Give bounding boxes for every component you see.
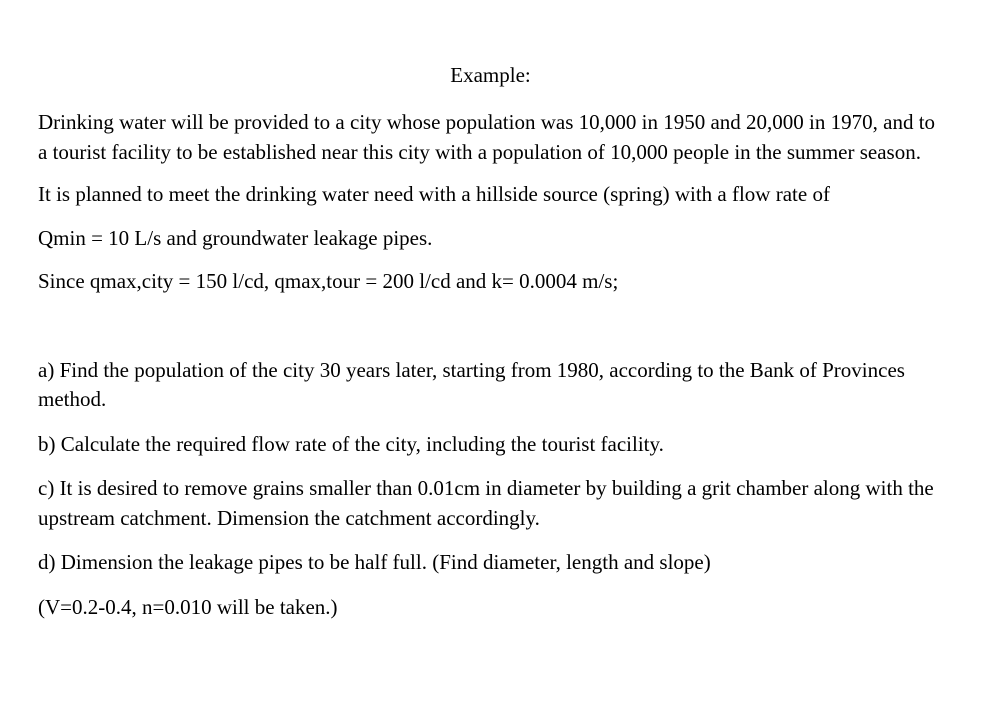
question-d: d) Dimension the leakage pipes to be half full. (Find diameter, length and slope) bbox=[38, 550, 711, 574]
given-values-paragraph: Since qmax,city = 150 l/cd, qmax,tour = 200 l/cd and k= 0.0004 m/s; bbox=[38, 269, 619, 293]
example-title: Example: bbox=[450, 63, 531, 87]
assumption-note: (V=0.2-0.4, n=0.010 will be taken.) bbox=[38, 594, 338, 619]
question-a: a) Find the population of the city 30 years later, starting from 1980, according to the Bank of Provinces method. bbox=[38, 357, 905, 411]
source-paragraph: It is planned to meet the drinking water need with a hillside source (spring) with a flow rate of bbox=[38, 182, 830, 206]
question-b: b) Calculate the required flow rate of the city, including the tourist facility. bbox=[38, 431, 664, 456]
document-page bbox=[38, 60, 943, 622]
question-c: c) It is desired to remove grains smaller than 0.01cm in diameter by building a grit chamber along with the upstream catchment. Dimension the catchment accordingly. bbox=[38, 476, 934, 530]
intro-paragraph: Drinking water will be provided to a city whose population was 10,000 in 1950 and 20,000 in 1970, and to a tourist facility to be established near this city with a population of 10,000 people in the summer season. bbox=[38, 110, 936, 164]
flow-rate-paragraph: Qmin = 10 L/s and groundwater leakage pipes. bbox=[38, 225, 433, 250]
